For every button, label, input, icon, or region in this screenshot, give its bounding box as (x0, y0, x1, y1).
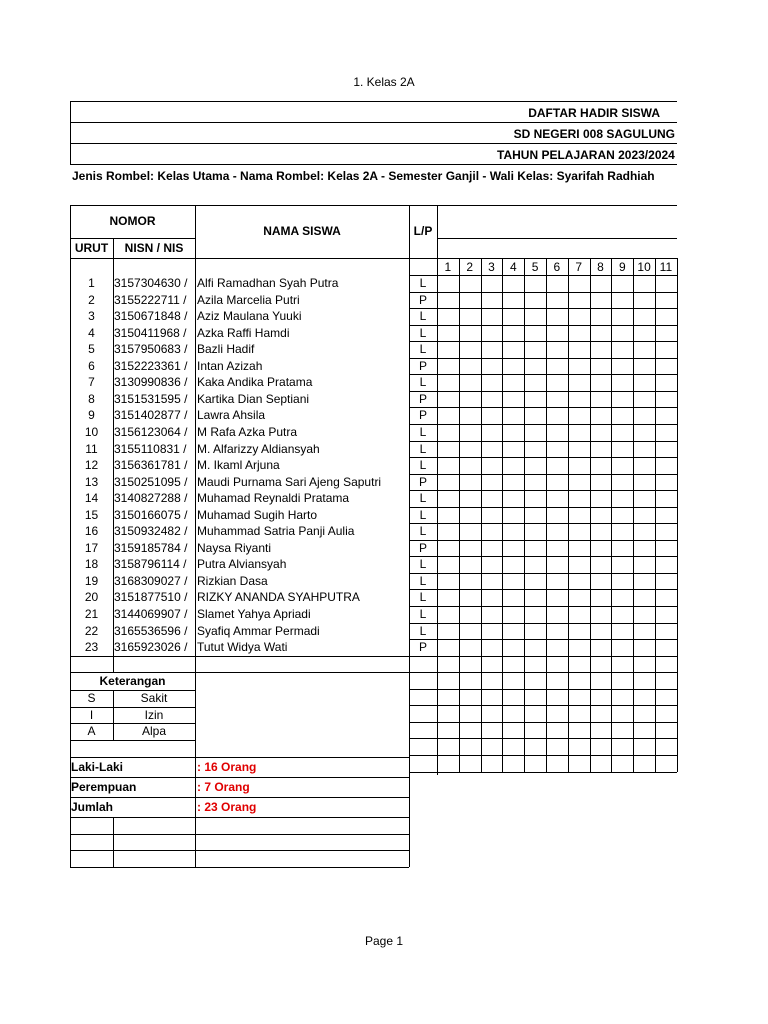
row-no: 5 (88, 342, 95, 357)
row-name: Aziz Maulana Yuuki (197, 309, 302, 324)
row-lp: L (419, 590, 427, 605)
day-header: 7 (575, 260, 583, 274)
row-name: Naysa Riyanti (197, 540, 272, 555)
row-nisn: 3150411968 / (114, 325, 187, 340)
row-nisn: 3151402877 / (114, 408, 188, 423)
row-lp: L (419, 557, 427, 572)
row-lp: L (419, 623, 427, 638)
keterangan-code: I (89, 707, 94, 722)
row-lp: P (418, 540, 427, 555)
row-no: 16 (84, 524, 99, 539)
row-no: 20 (84, 590, 99, 605)
row-lp: L (419, 491, 427, 506)
row-name: Tutut Widya Wati (197, 640, 288, 655)
row-name: Bazli Hadif (197, 342, 255, 357)
document-title: DAFTAR HADIR SISWA (528, 106, 660, 120)
day-header: 8 (597, 260, 604, 274)
row-no: 23 (84, 640, 99, 655)
row-name: Kaka Andika Pratama (197, 375, 313, 390)
row-lp: L (419, 325, 427, 340)
day-header: 11 (659, 260, 673, 274)
row-no: 14 (84, 491, 99, 506)
summary-value: : 23 Orang (197, 800, 257, 814)
page-header: 1. Kelas 2A (353, 75, 415, 89)
row-nisn: 3140827288 / (114, 491, 188, 506)
row-lp: L (419, 607, 427, 621)
row-nisn: 3165536596 / (114, 623, 188, 638)
row-name: Slamet Yahya Apriadi (197, 607, 311, 621)
row-nisn: 3144069907 / (114, 607, 188, 621)
summary-label: Jumlah (71, 800, 114, 814)
row-no: 18 (84, 557, 99, 572)
nama-header: NAMA SISWA (263, 224, 341, 238)
row-lp: L (419, 276, 427, 290)
row-no: 11 (85, 441, 98, 456)
nisn-header: NISN / NIS (124, 241, 184, 255)
day-header: 2 (466, 260, 474, 274)
row-name: Lawra Ahsila (197, 408, 266, 423)
row-nisn: 3130990836 / (114, 375, 188, 390)
row-nisn: 3165923026 / (114, 640, 188, 655)
row-name: Alfi Ramadhan Syah Putra (197, 276, 339, 290)
summary-value: : 16 Orang (197, 760, 257, 774)
row-name: Intan Azizah (197, 358, 263, 373)
row-name: Putra Alviansyah (197, 557, 287, 572)
row-name: M. Alfarizzy Aldiansyah (197, 441, 320, 456)
row-lp: L (419, 458, 427, 473)
row-lp: L (419, 375, 427, 390)
row-lp: P (418, 358, 427, 373)
day-header: 10 (637, 260, 651, 274)
row-lp: L (419, 342, 427, 357)
row-nisn: 3156123064 / (114, 424, 188, 439)
row-lp: P (418, 391, 427, 406)
row-no: 19 (84, 573, 99, 588)
keterangan-code: A (87, 724, 96, 739)
row-name: Azka Raffi Hamdi (197, 325, 290, 340)
row-name: Rizkian Dasa (197, 573, 268, 588)
row-nisn: 3168309027 / (114, 573, 188, 588)
row-no: 22 (84, 623, 99, 638)
day-header: 5 (531, 260, 539, 274)
row-name: Azila Marcelia Putri (197, 292, 300, 307)
row-lp: L (419, 524, 427, 539)
row-lp: L (419, 309, 427, 324)
row-nisn: 3157950683 / (114, 342, 188, 357)
day-header: 6 (553, 260, 561, 274)
row-nisn: 3151531595 / (114, 391, 188, 406)
row-nisn: 3155110831 / (114, 441, 187, 456)
row-nisn: 3150251095 / (114, 474, 188, 489)
row-name: Muhamad Reynaldi Pratama (197, 491, 350, 506)
day-header: 9 (618, 260, 626, 274)
summary-label: Perempuan (71, 780, 137, 794)
keterangan-label: Alpa (141, 724, 167, 739)
row-nisn: 3150932482 / (114, 524, 188, 539)
row-nisn: 3157304630 / (114, 276, 188, 290)
row-name: RIZKY ANANDA SYAHPUTRA (197, 590, 360, 605)
summary-label: Laki-Laki (71, 760, 124, 774)
row-name: Muhammad Satria Panji Aulia (197, 524, 355, 539)
row-nisn: 3151877510 / (114, 590, 188, 605)
row-lp: P (418, 292, 427, 307)
row-nisn: 3152223361 / (114, 358, 188, 373)
row-no: 21 (84, 607, 99, 621)
row-nisn: 3156361781 / (114, 458, 188, 473)
row-lp: L (419, 573, 427, 588)
row-name: Maudi Purnama Sari Ajeng Saputri (197, 474, 382, 489)
row-lp: L (419, 507, 427, 522)
row-no: 4 (88, 325, 95, 340)
row-no: 7 (88, 375, 95, 390)
row-no: 3 (88, 309, 95, 324)
row-nisn: 3150166075 / (114, 507, 188, 522)
row-lp: P (418, 640, 427, 655)
keterangan-code: S (87, 691, 96, 705)
keterangan-title: Keterangan (99, 674, 166, 689)
row-name: M. Ikaml Arjuna (197, 458, 280, 473)
keterangan-label: Izin (144, 707, 164, 722)
day-header: 3 (488, 260, 495, 274)
row-nisn: 3159185784 / (114, 540, 188, 555)
academic-year: TAHUN PELAJARAN 2023/2024 (497, 148, 675, 162)
keterangan-label: Sakit (140, 691, 168, 705)
day-header: 1 (444, 260, 452, 274)
row-nisn: 3155222711 / (114, 292, 187, 307)
row-no: 6 (88, 358, 95, 373)
row-no: 2 (88, 292, 95, 307)
page-footer: Page 1 (364, 934, 404, 948)
row-lp: P (418, 408, 427, 423)
rombel-info: Jenis Rombel: Kelas Utama - Nama Rombel: Kelas 2A - Semester Ganjil - Wali Kelas: Syarifah Radhiah (72, 169, 655, 183)
row-name: Kartika Dian Septiani (197, 391, 310, 406)
row-lp: L (419, 441, 427, 456)
row-no: 8 (88, 391, 95, 406)
row-no: 10 (84, 424, 99, 439)
row-no: 15 (84, 507, 99, 522)
row-lp: L (419, 424, 427, 439)
row-no: 9 (88, 408, 95, 423)
school-name: SD NEGERI 008 SAGULUNG (513, 127, 675, 141)
row-no: 17 (84, 540, 99, 555)
lp-header: L/P (413, 224, 433, 238)
summary-value: : 7 Orang (197, 780, 250, 794)
row-no: 1 (88, 276, 95, 290)
day-header: 4 (509, 260, 517, 274)
urut-header: URUT (74, 241, 109, 255)
row-lp: P (418, 474, 427, 489)
row-no: 12 (84, 458, 99, 473)
row-no: 13 (84, 474, 99, 489)
row-name: Syafiq Ammar Permadi (197, 623, 320, 638)
row-nisn: 3158796114 / (114, 557, 187, 572)
row-name: M Rafa Azka Putra (197, 424, 298, 439)
row-nisn: 3150671848 / (114, 309, 188, 324)
nomor-header: NOMOR (109, 214, 156, 228)
row-name: Muhamad Sugih Harto (197, 507, 318, 522)
